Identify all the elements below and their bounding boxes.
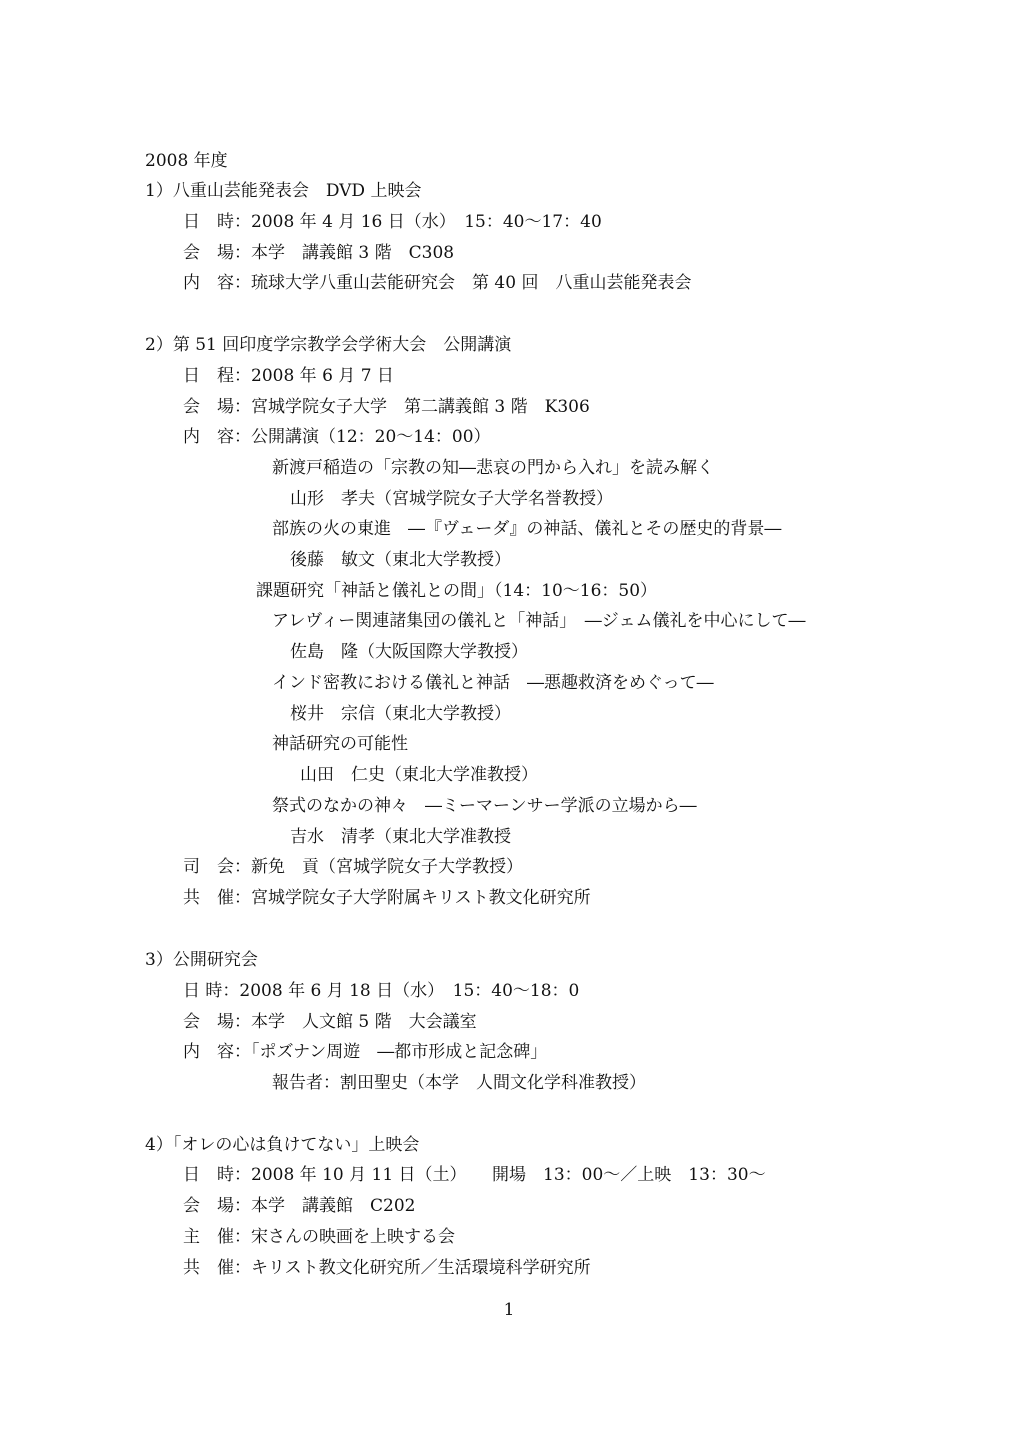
page-number: 1 [503, 1300, 515, 1320]
event-2-cosponsor: 共 催：宮城学院女子大学附属キリスト教文化研究所 [183, 888, 591, 908]
event-2-venue: 会 場：宮城学院女子大学 第二講義館 3 階 K306 [183, 397, 590, 417]
subject-talk-2: インド密教における儀礼と神話 ―悪趣救済をめぐって― [272, 673, 714, 693]
event-3-reporter: 報告者：割田聖史（本学 人間文化学科准教授） [272, 1073, 646, 1093]
subject-talk-4: 祭式のなかの神々 ―ミーマーンサー学派の立場から― [272, 796, 697, 816]
event-4-cosponsor: 共 催：キリスト教文化研究所／生活環境科学研究所 [183, 1258, 591, 1278]
event-4-venue: 会 場：本学 講義館 C202 [183, 1196, 416, 1216]
subject-speaker-4: 吉水 清孝（東北大学准教授 [290, 827, 511, 847]
event-3-date: 日 時：2008 年 6 月 18 日（水） 15：40〜18：0 [183, 981, 580, 1001]
subject-talk-1: アレヴィー関連諸集団の儀礼と「神話」 ―ジェム儀礼を中心にして― [272, 611, 806, 631]
event-3-title: 3）公開研究会 [145, 950, 258, 970]
lecture-2-speaker: 後藤 敏文（東北大学教授） [290, 550, 511, 570]
subject-speaker-3: 山田 仁史（東北大学准教授） [300, 765, 538, 785]
event-4-organizer: 主 催：宋さんの映画を上映する会 [183, 1227, 455, 1247]
event-1-title: 1）八重山芸能発表会 DVD 上映会 [145, 181, 422, 201]
subject-research-title: 課題研究「神話と儀礼との間」（14：10〜16：50） [256, 581, 658, 601]
event-2-moderator: 司 会：新免 貢（宮城学院女子大学教授） [183, 857, 523, 877]
event-1-venue: 会 場：本学 講義館 3 階 C308 [183, 243, 455, 263]
lecture-1-talk: 新渡戸稲造の「宗教の知―悲哀の門から入れ」を読み解く [272, 458, 714, 478]
event-4-date: 日 時：2008 年 10 月 11 日（土） 開場 13：00〜／上映 13：30〜 [183, 1165, 766, 1185]
event-2-date: 日 程：2008 年 6 月 7 日 [183, 366, 394, 386]
event-1-content: 内 容：琉球大学八重山芸能研究会 第 40 回 八重山芸能発表会 [183, 273, 692, 293]
lecture-1-speaker: 山形 孝夫（宮城学院女子大学名誉教授） [290, 489, 613, 509]
event-1-date: 日 時：2008 年 4 月 16 日（水） 15：40〜17：40 [183, 212, 602, 232]
event-3-content: 内 容：「ポズナン周遊 ―都市形成と記念碑」 [183, 1042, 548, 1062]
year-heading: 2008 年度 [145, 151, 228, 171]
event-3-venue: 会 場：本学 人文館 5 階 大会議室 [183, 1012, 477, 1032]
subject-speaker-1: 佐島 隆（大阪国際大学教授） [290, 642, 528, 662]
event-2-title: 2）第 51 回印度学宗教学会学術大会 公開講演 [145, 335, 512, 355]
subject-speaker-2: 桜井 宗信（東北大学教授） [290, 704, 511, 724]
subject-talk-3: 神話研究の可能性 [272, 734, 408, 754]
event-4-title: 4）「オレの心は負けてない」上映会 [145, 1135, 420, 1155]
event-2-content: 内 容：公開講演（12：20〜14：00） [183, 427, 491, 447]
lecture-2-talk: 部族の火の東進 ―『ヴェーダ』の神話、儀礼とその歴史的背景― [272, 519, 782, 539]
